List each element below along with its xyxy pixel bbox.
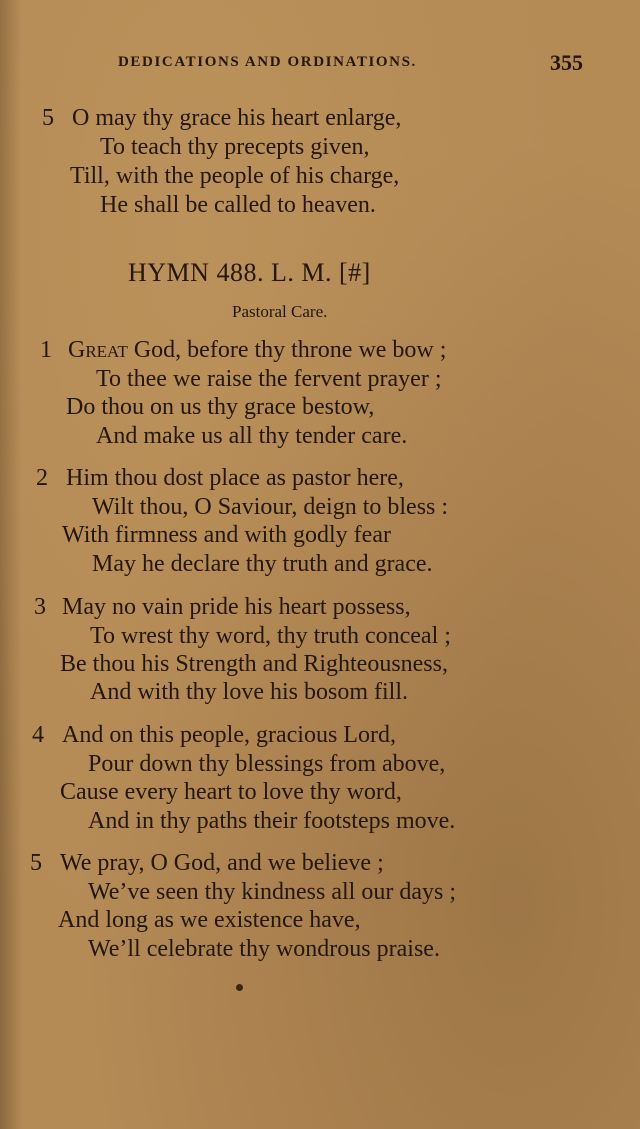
first-word: Great	[68, 337, 128, 363]
hymn-title: HYMN 488. L. M. [#]	[128, 258, 371, 287]
verse-line: Do thou on us thy grace bestow,	[66, 394, 375, 420]
verse-line: Him thou dost place as pastor here,	[66, 465, 404, 491]
verse-line: And with thy love his bosom fill.	[90, 679, 408, 705]
verse-line: May he declare thy truth and grace.	[92, 551, 433, 577]
running-title: DEDICATIONS AND ORDINATIONS.	[118, 54, 417, 70]
verse-line: O may thy grace his heart enlarge,	[72, 105, 402, 131]
verse-line: Be thou his Strength and Righteousness,	[60, 651, 448, 677]
verse-line: Till, with the people of his charge,	[70, 163, 400, 189]
stanza-number: 4	[32, 722, 44, 748]
stanza-number: 1	[40, 337, 52, 363]
verse-line: With firmness and with godly fear	[62, 522, 391, 548]
stanza-number: 5	[30, 850, 42, 876]
verse-line: To thee we raise the fervent prayer ;	[96, 366, 442, 392]
verse-line: He shall be called to heaven.	[100, 192, 376, 218]
verse-line: May no vain pride his heart possess,	[62, 594, 411, 620]
stanza-number: 2	[36, 465, 48, 491]
verse-line: To teach thy precepts given,	[100, 134, 370, 160]
hymn-subtitle: Pastoral Care.	[232, 302, 328, 321]
verse-line: We pray, O God, and we believe ;	[60, 850, 384, 876]
running-header	[118, 50, 598, 80]
verse-line: To wrest thy word, thy truth conceal ;	[90, 623, 451, 649]
verse-line: We’ll celebrate thy wondrous praise.	[88, 936, 440, 962]
verse-line: We’ve seen thy kindness all our days ;	[88, 879, 456, 905]
verse-line: And in thy paths their footsteps move.	[88, 808, 456, 834]
verse-line: Pour down thy blessings from above,	[88, 751, 446, 777]
stanza-number: 5	[42, 105, 54, 131]
stanza-number: 3	[34, 594, 46, 620]
verse-line: Cause every heart to love thy word,	[60, 779, 402, 805]
page-number: 355	[550, 50, 583, 75]
verse-line: And on this people, gracious Lord,	[62, 722, 396, 748]
printer-ornament-dot	[236, 984, 243, 991]
verse-line-rest: God, before thy throne we bow ;	[127, 337, 447, 363]
verse-line: And make us all thy tender care.	[96, 423, 408, 449]
verse-line: Wilt thou, O Saviour, deign to bless :	[92, 494, 449, 520]
verse-line	[68, 336, 446, 364]
verse-line: And long as we existence have,	[58, 907, 361, 933]
